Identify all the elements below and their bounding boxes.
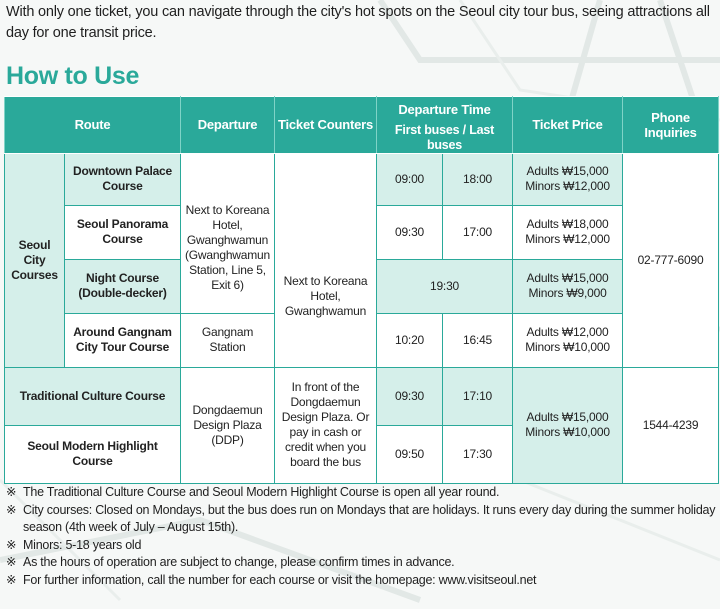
counter-koreana: Next to Koreana Hotel, Gwanghwamun xyxy=(275,153,377,367)
price-minors: Minors ₩9,000 xyxy=(528,286,607,300)
last-bus-time: 17:00 xyxy=(443,205,513,259)
counter-ddp: In front of the Dongdaemun Design Plaza. Or pay in cash or credit when you board the bus xyxy=(275,367,377,483)
table-row xyxy=(5,153,719,205)
note-item xyxy=(6,572,718,590)
price-adults: Adults ₩15,000 xyxy=(526,410,609,424)
ticket-price xyxy=(513,367,623,483)
price-adults: Adults ₩15,000 xyxy=(526,164,609,178)
note-text: The Traditional Culture Course and Seoul Modern Highlight Course is open all year round. xyxy=(23,485,500,499)
note-text: As the hours of operation are subject to change, please confirm times in advance. xyxy=(23,555,455,569)
note-item xyxy=(6,502,718,537)
price-minors: Minors ₩12,000 xyxy=(525,179,610,193)
first-bus-time: 09:00 xyxy=(377,153,443,205)
first-bus-time: 09:50 xyxy=(377,425,443,483)
table-row xyxy=(5,367,719,425)
departure-ddp: Dongdaemun Design Plaza (DDP) xyxy=(181,367,275,483)
course-name: Seoul Modern Highlight Course xyxy=(5,425,181,483)
first-bus-time: 10:20 xyxy=(377,313,443,367)
note-mark: ※ xyxy=(6,555,17,569)
group-seoul-city-courses: Seoul City Courses xyxy=(5,153,65,367)
price-adults: Adults ₩18,000 xyxy=(526,217,609,231)
course-name: Downtown Palace Course xyxy=(65,153,181,205)
course-name: Traditional Culture Course xyxy=(5,367,181,425)
intro-text: With only one ticket, you can navigate through the city's hot spots on the Seoul city tour bus, seeing attractions all day for one transit price. xyxy=(6,4,710,41)
header-ticket-price: Ticket Price xyxy=(513,97,623,154)
header-departure: Departure xyxy=(181,97,275,154)
last-bus-time: 17:10 xyxy=(443,367,513,425)
header-ticket-counters: Ticket Counters xyxy=(275,97,377,154)
note-text: Minors: 5-18 years old xyxy=(23,537,142,552)
note-text: City courses: Closed on Mondays, but the bus does run on Mondays that are holidays. It runs every day during the summer holiday season (4th week of July – August 15th). xyxy=(23,502,716,534)
header-row xyxy=(5,97,719,123)
price-adults: Adults ₩15,000 xyxy=(526,271,609,285)
ticket-price xyxy=(513,313,623,367)
price-minors: Minors ₩10,000 xyxy=(525,340,610,354)
tour-schedule-table xyxy=(4,96,719,484)
course-name: Night Course (Double-decker) xyxy=(65,259,181,313)
price-minors: Minors ₩12,000 xyxy=(525,232,610,246)
departure-koreana: Next to Koreana Hotel, Gwanghwamun (Gwanghwamun Station, Line 5, Exit 6) xyxy=(181,153,275,313)
first-bus-time: 09:30 xyxy=(377,205,443,259)
ticket-price xyxy=(513,153,623,205)
note-mark: ※ xyxy=(6,485,17,499)
phone-seoul: 02-777-6090 xyxy=(623,153,719,367)
last-bus-time: 18:00 xyxy=(443,153,513,205)
departure-gangnam: Gangnam Station xyxy=(181,313,275,367)
first-bus-time: 09:30 xyxy=(377,367,443,425)
note-item xyxy=(6,537,718,555)
header-first-last: First buses / Last buses xyxy=(377,123,513,154)
notes-list xyxy=(6,484,718,589)
night-departure-time: 19:30 xyxy=(377,259,513,313)
phone-ddp: 1544-4239 xyxy=(623,367,719,483)
note-item xyxy=(6,554,718,572)
note-mark: ※ xyxy=(6,537,17,552)
price-minors: Minors ₩10,000 xyxy=(525,425,610,439)
last-bus-time: 16:45 xyxy=(443,313,513,367)
section-heading: How to Use xyxy=(6,62,140,90)
header-departure-time: Departure Time xyxy=(377,97,513,123)
ticket-price xyxy=(513,205,623,259)
note-text: For further information, call the number for each course or visit the homepage: www.visitseoul.net xyxy=(23,572,537,587)
ticket-price xyxy=(513,259,623,313)
note-item xyxy=(6,484,718,502)
header-route: Route xyxy=(5,97,181,154)
note-mark: ※ xyxy=(6,572,17,587)
last-bus-time: 17:30 xyxy=(443,425,513,483)
header-phone: Phone Inquiries xyxy=(623,97,719,154)
price-adults: Adults ₩12,000 xyxy=(526,325,609,339)
note-mark: ※ xyxy=(6,502,17,517)
course-name: Around Gangnam City Tour Course xyxy=(65,313,181,367)
course-name: Seoul Panorama Course xyxy=(65,205,181,259)
